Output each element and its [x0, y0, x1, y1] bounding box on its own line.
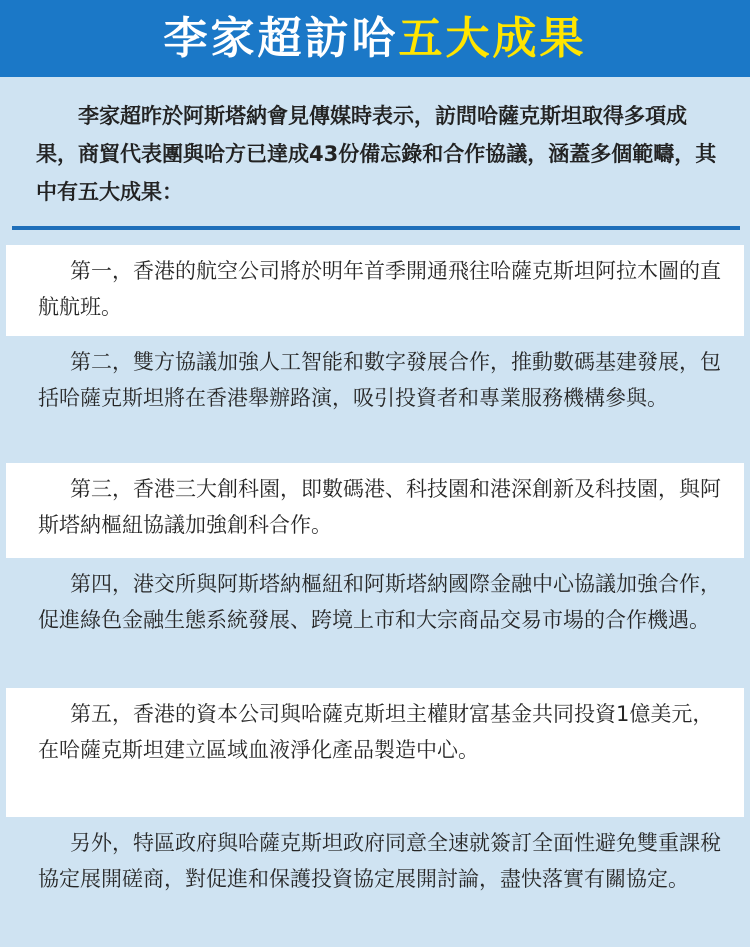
title-part-white: 李家超訪哈: [163, 12, 399, 64]
intro-paragraph: 李家超昨於阿斯塔納會見傳媒時表示，訪問哈薩克斯坦取得多項成果，商貿代表團與哈方已達成43份備忘錄和合作協議，涵蓋多個範疇，其中有五大成果：: [36, 104, 717, 204]
result-item-3: [6, 463, 744, 558]
result-text: 第三，香港三大創科園，即數碼港、科技園和港深創新及科技園，與阿斯塔納樞紐協議加強創科合作。: [38, 477, 721, 537]
result-text: 第五，香港的資本公司與哈薩克斯坦主權財富基金共同投資1億美元，在哈薩克斯坦建立區域血液淨化產品製造中心。: [38, 702, 714, 762]
result-item-5: [6, 688, 744, 817]
result-text: 第一，香港的航空公司將於明年首季開通飛往哈薩克斯坦阿拉木圖的直航航班。: [38, 259, 721, 319]
title-part-yellow: 五大成果: [398, 12, 587, 64]
result-item-4: [6, 558, 744, 688]
result-text: 第四，港交所與阿斯塔納樞紐和阿斯塔納國際金融中心協議加強合作，促進綠色金融生態系統發展、跨境上市和大宗商品交易市場的合作機遇。: [38, 572, 721, 632]
result-text: 另外，特區政府與哈薩克斯坦政府同意全速就簽訂全面性避免雙重課稅協定展開磋商，對促進和保護投資協定展開討論，盡快落實有關協定。: [38, 831, 721, 891]
additional-item: [6, 817, 744, 947]
intro-section: [0, 77, 750, 227]
result-item-2: [6, 336, 744, 463]
result-item-1: [6, 245, 744, 336]
result-text: 第二，雙方協議加強人工智能和數字發展合作，推動數碼基建發展，包括哈薩克斯坦將在香港舉辦路演，吸引投資者和專業服務機構參與。: [38, 350, 721, 410]
page-title: [163, 12, 587, 64]
title-banner: [0, 0, 750, 77]
divider-rule: [12, 226, 740, 230]
